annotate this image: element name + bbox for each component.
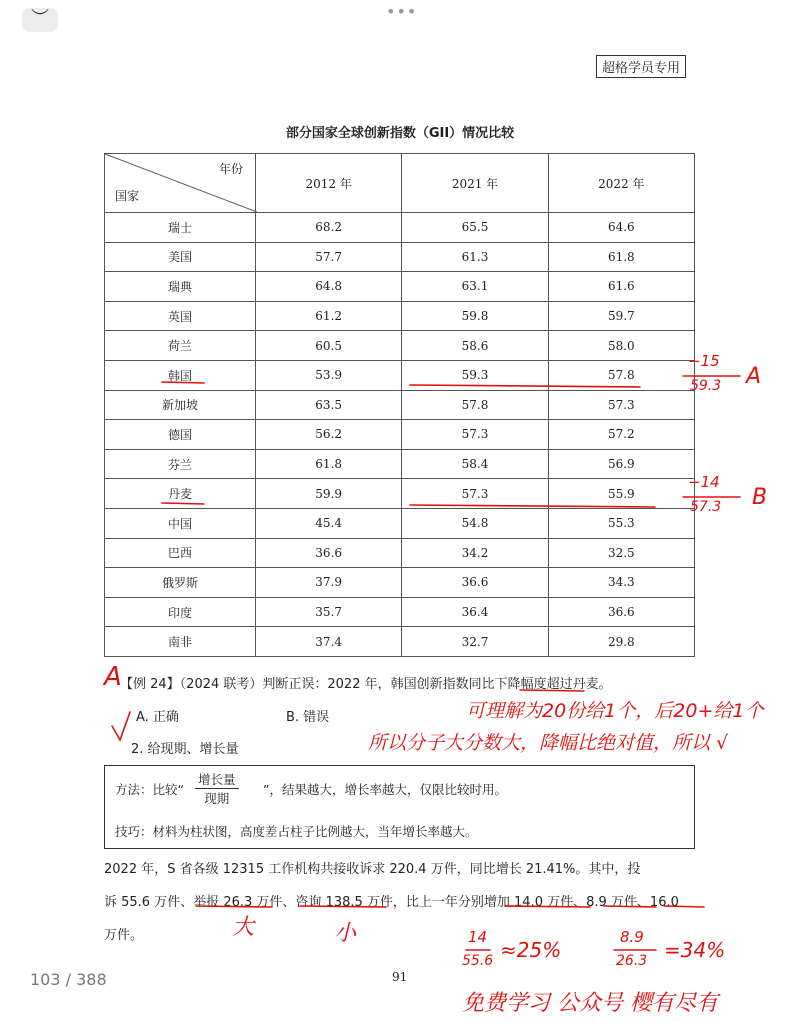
value-cell: 57.7	[256, 242, 402, 272]
hand-frac-a-num: −15	[688, 352, 720, 370]
value-cell: 45.4	[256, 508, 402, 538]
value-cell: 63.5	[256, 390, 402, 420]
value-cell: 58.6	[402, 331, 548, 361]
country-cell: 印度	[105, 597, 256, 627]
hand-frac-b-num: −14	[688, 473, 720, 491]
value-cell: 34.3	[548, 568, 694, 598]
underline-korea	[162, 382, 204, 383]
underline-consult	[300, 906, 386, 907]
value-cell: 58.0	[548, 331, 694, 361]
method-prefix: 方法：比较“	[115, 782, 184, 797]
value-cell: 56.9	[548, 449, 694, 479]
value-cell: 57.3	[402, 420, 548, 450]
value-cell: 59.9	[256, 479, 402, 509]
hand-frac-b-den: 57.3	[690, 499, 722, 515]
value-cell: 57.3	[402, 479, 548, 509]
country-cell: 丹麦	[105, 479, 256, 509]
value-cell: 61.8	[256, 449, 402, 479]
country-header: 国家	[115, 189, 140, 203]
country-cell: 美国	[105, 242, 256, 272]
country-cell: 俄罗斯	[105, 568, 256, 598]
hand-calc2-den: 26.3	[616, 953, 648, 969]
country-cell: 瑞士	[105, 213, 256, 243]
value-cell: 36.6	[256, 538, 402, 568]
underline-8-9	[604, 906, 656, 907]
option-b[interactable]: B. 错误	[286, 710, 330, 725]
value-cell: 35.7	[256, 597, 402, 627]
country-cell: 德国	[105, 420, 256, 450]
fraction-denominator: 现期	[204, 791, 230, 806]
page-counter: 103 / 388	[30, 970, 107, 989]
underline-korea-values	[410, 385, 640, 387]
hand-note-2: 所以分子大分数大，降幅比绝对值，所以 √	[368, 732, 729, 754]
year-column-header: 2012 年	[256, 154, 402, 213]
value-cell: 59.3	[402, 360, 548, 390]
value-cell: 61.2	[256, 301, 402, 331]
value-cell: 59.8	[402, 301, 548, 331]
value-cell: 36.6	[402, 568, 548, 598]
value-cell: 55.9	[548, 479, 694, 509]
tip-text: 技巧：材料为柱状图，高度差占柱子比例越大，当年增长率越大。	[115, 824, 478, 839]
value-cell: 63.1	[402, 272, 548, 302]
hand-calc1-num: 14	[468, 928, 488, 946]
value-cell: 32.7	[402, 627, 548, 657]
year-header: 年份	[218, 162, 243, 176]
value-cell: 55.3	[548, 508, 694, 538]
country-cell: 新加坡	[105, 390, 256, 420]
underline-decline	[520, 690, 584, 691]
hand-answer-mark: A	[104, 662, 122, 692]
value-cell: 54.8	[402, 508, 548, 538]
country-cell: 芬兰	[105, 449, 256, 479]
hand-label-a: A	[746, 364, 762, 389]
country-cell: 荷兰	[105, 331, 256, 361]
paragraph-line: 2022 年，S 省各级 12315 工作机构共接收诉求 220.4 万件，同比增长 21.41%。其中，投	[104, 862, 641, 877]
value-cell: 37.4	[256, 627, 402, 657]
value-cell: 68.2	[256, 213, 402, 243]
country-cell: 巴西	[105, 538, 256, 568]
hand-footer-note: 免费学习 公众号 樱有尽有	[462, 991, 718, 1016]
underline-denmark-values	[410, 505, 655, 507]
hand-small: 小	[334, 921, 357, 946]
value-cell: 32.5	[548, 538, 694, 568]
value-cell: 57.8	[402, 390, 548, 420]
paragraph-line: 诉 55.6 万件、举报 26.3 万件、咨询 138.5 万件，比上一年分别增加 14.0 万件、8.9 万件、16.0	[104, 895, 679, 910]
hand-frac-a-den: 59.3	[690, 378, 722, 394]
value-cell: 57.3	[548, 390, 694, 420]
hand-calc1-den: 55.6	[462, 953, 494, 969]
value-cell: 57.2	[548, 420, 694, 450]
exclusive-badge: 超格学员专用	[596, 55, 686, 78]
table-title: 部分国家全球创新指数（GII）情况比较	[285, 126, 515, 141]
country-cell: 瑞典	[105, 272, 256, 302]
value-cell: 61.6	[548, 272, 694, 302]
value-cell: 64.6	[548, 213, 694, 243]
check-mark-icon	[112, 712, 130, 740]
hand-calc1-result: ≈25%	[500, 938, 562, 962]
option-a[interactable]: A. 正确	[136, 710, 179, 725]
page-number: 91	[392, 970, 408, 984]
country-cell: 中国	[105, 508, 256, 538]
hand-calc2-num: 8.9	[620, 928, 644, 946]
country-cell: 南非	[105, 627, 256, 657]
fraction-numerator: 增长量	[195, 770, 239, 789]
value-cell: 36.4	[402, 597, 548, 627]
hand-calc2-result: =34%	[664, 938, 726, 962]
value-cell: 61.3	[402, 242, 548, 272]
country-cell: 英国	[105, 301, 256, 331]
underline-14	[505, 906, 590, 907]
more-options-icon[interactable]: •••	[386, 2, 418, 21]
underline-report	[196, 906, 272, 907]
value-cell: 53.9	[256, 360, 402, 390]
underline-16	[664, 906, 704, 907]
value-cell: 64.8	[256, 272, 402, 302]
value-cell: 61.8	[548, 242, 694, 272]
hand-note-1: 可理解为20份给1个，后20+给1个	[466, 700, 764, 722]
value-cell: 60.5	[256, 331, 402, 361]
hand-big: 大	[232, 915, 255, 940]
value-cell: 36.6	[548, 597, 694, 627]
value-cell: 37.9	[256, 568, 402, 598]
value-cell: 57.8	[548, 360, 694, 390]
value-cell: 58.4	[402, 449, 548, 479]
value-cell: 34.2	[402, 538, 548, 568]
value-cell: 65.5	[402, 213, 548, 243]
country-cell: 韩国	[105, 360, 256, 390]
collapse-button[interactable]: ︶	[22, 8, 58, 32]
year-column-header: 2021 年	[402, 154, 548, 213]
hand-label-b: B	[752, 485, 768, 510]
value-cell: 29.8	[548, 627, 694, 657]
value-cell: 56.2	[256, 420, 402, 450]
section-title: 2. 给现期、增长量	[131, 742, 239, 757]
paragraph-line: 万件。	[104, 928, 144, 943]
year-column-header: 2022 年	[548, 154, 694, 213]
value-cell: 59.7	[548, 301, 694, 331]
question-text: 【例 24】（2024 联考）判断正误：2022 年，韩国创新指数同比下降幅度超过丹麦。	[120, 677, 612, 692]
underline-denmark	[162, 503, 204, 504]
method-suffix: ”，结果越大，增长率越大，仅限比较时用。	[263, 782, 507, 797]
